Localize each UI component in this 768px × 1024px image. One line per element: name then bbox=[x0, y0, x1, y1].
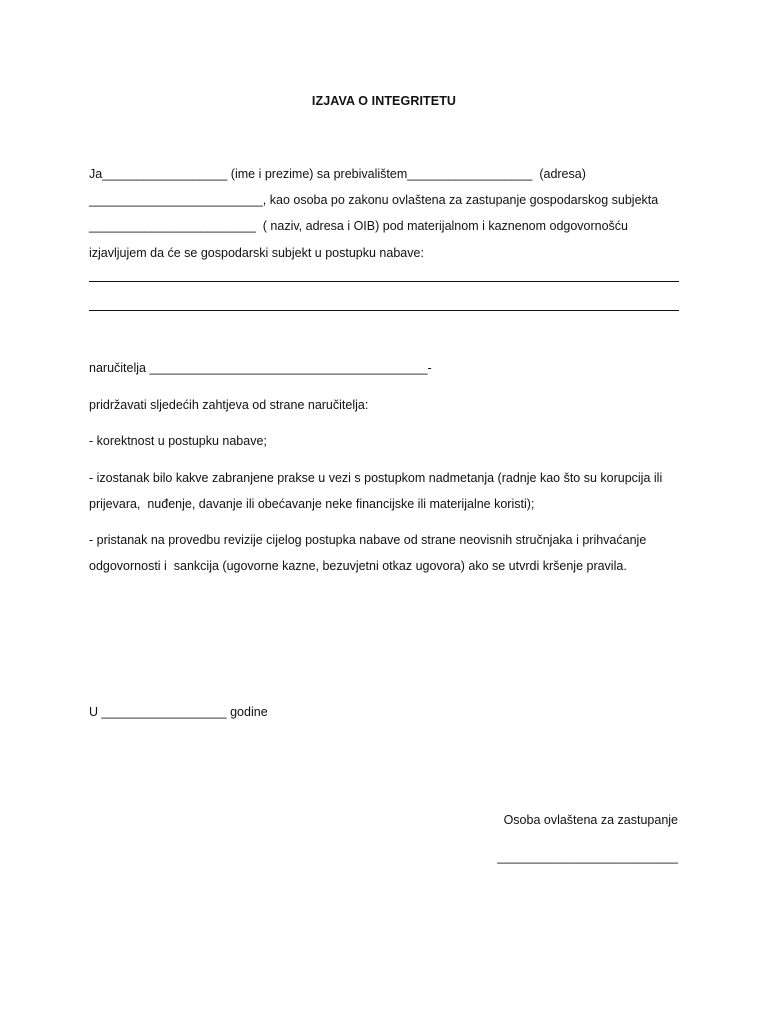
narucitelja-line: naručitelja ________________________________________- bbox=[89, 361, 432, 375]
list-item-continuation: prijevara, nuđenje, davanje ili obećavanje neke financijske ili materijalne koristi); bbox=[89, 497, 535, 511]
list-item: - korektnost u postupku nabave; bbox=[89, 434, 267, 448]
authorized-person-line: _________________________, kao osoba po zakonu ovlaštena za zastupanje gospodarskog subjekta bbox=[89, 193, 659, 207]
blank-rule-1 bbox=[89, 281, 679, 282]
signature-label: Osoba ovlaštena za zastupanje bbox=[503, 813, 678, 827]
blank-rule-2 bbox=[89, 310, 679, 311]
document-title: IZJAVA O INTEGRITETU bbox=[311, 94, 457, 108]
list-item: - pristanak na provedbu revizije cijelog postupka nabave od strane neovisnih stručnjaka i prihvaćanje bbox=[89, 533, 647, 547]
declaration-intro-line: izjavljujem da će se gospodarski subjekt u postupku nabave: bbox=[89, 246, 424, 260]
declarant-line: Ja__________________ (ime i prezime) sa prebivalištem__________________ (adresa) bbox=[89, 167, 586, 181]
place-date-line: U __________________ godine bbox=[89, 705, 268, 719]
list-item-continuation: odgovornosti i sankcija (ugovorne kazne, bezuvjetni otkaz ugovora) ako se utvrdi kršenje pravila. bbox=[89, 559, 627, 573]
subject-details-line: ________________________ ( naziv, adresa i OIB) pod materijalnom i kaznenom odgovornošću bbox=[89, 219, 629, 233]
list-item: - izostanak bilo kakve zabranjene prakse u vezi s postupkom nadmetanja (radnje kao što su korupcija ili bbox=[89, 471, 663, 485]
requirements-intro: pridržavati sljedećih zahtjeva od strane naručitelja: bbox=[89, 398, 369, 412]
signature-line: __________________________ bbox=[497, 850, 678, 864]
